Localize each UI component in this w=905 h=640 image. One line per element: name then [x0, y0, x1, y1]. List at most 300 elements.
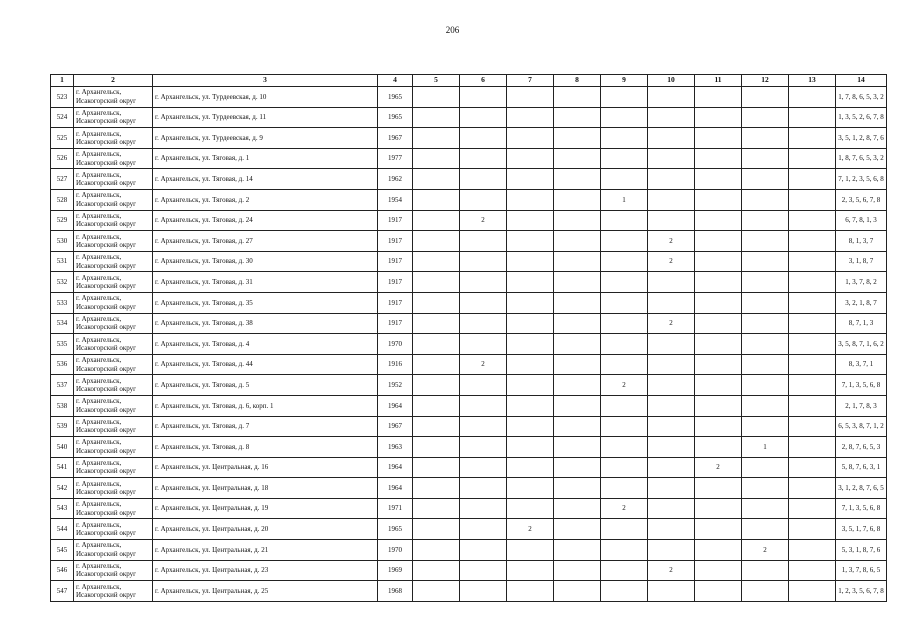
city-line: г. Архангельск, [76, 129, 122, 138]
district-line: Исакогорский округ [76, 199, 137, 208]
row-number-cell: 542 [51, 478, 74, 499]
row-number-cell: 545 [51, 540, 74, 561]
column-10-cell [648, 354, 695, 375]
column-8-cell [554, 334, 601, 355]
table-row [51, 498, 887, 519]
column-7-cell [507, 107, 554, 128]
column-8-cell [554, 354, 601, 375]
district-line: Исакогорский округ [76, 570, 137, 579]
column-9-cell: 2 [601, 498, 648, 519]
column-9-cell [601, 292, 648, 313]
column-8-cell [554, 313, 601, 334]
address-cell: г. Архангельск, ул. Центральная, д. 21 [153, 540, 378, 561]
codes-cell: 6, 5, 3, 8, 7, 1, 2 [836, 416, 887, 437]
column-8-cell [554, 540, 601, 561]
column-7-cell [507, 457, 554, 478]
row-number-cell: 538 [51, 395, 74, 416]
column-13-cell [789, 354, 836, 375]
column-6-cell [460, 107, 507, 128]
column-5-cell [413, 478, 460, 499]
column-5-cell [413, 87, 460, 108]
column-6-cell [460, 272, 507, 293]
codes-cell: 1, 7, 8, 6, 5, 3, 2 [836, 87, 887, 108]
city-line: г. Архангельск, [76, 211, 122, 220]
year-cell: 1970 [378, 540, 413, 561]
column-5-cell [413, 210, 460, 231]
city-line: г. Архангельск, [76, 417, 122, 426]
column-10-cell [648, 498, 695, 519]
column-6-cell [460, 128, 507, 149]
column-8-cell [554, 169, 601, 190]
column-13-cell [789, 437, 836, 458]
district-line: Исакогорский округ [76, 96, 137, 105]
column-header: 6 [460, 75, 507, 87]
column-13-cell [789, 292, 836, 313]
municipality-cell [74, 272, 153, 293]
column-6-cell [460, 416, 507, 437]
column-8-cell [554, 231, 601, 252]
column-7-cell [507, 375, 554, 396]
column-9-cell [601, 540, 648, 561]
column-10-cell [648, 540, 695, 561]
column-5-cell [413, 354, 460, 375]
column-9-cell [601, 210, 648, 231]
district-line: Исакогорский округ [76, 529, 137, 538]
column-header: 12 [742, 75, 789, 87]
column-8-cell [554, 416, 601, 437]
column-9-cell [601, 519, 648, 540]
codes-cell: 5, 3, 1, 8, 7, 6 [836, 540, 887, 561]
row-number-cell: 541 [51, 457, 74, 478]
column-7-cell [507, 169, 554, 190]
municipality-cell [74, 416, 153, 437]
municipality-cell [74, 189, 153, 210]
year-cell: 1917 [378, 272, 413, 293]
column-8-cell [554, 457, 601, 478]
column-12-cell [742, 107, 789, 128]
column-5-cell [413, 313, 460, 334]
column-6-cell [460, 519, 507, 540]
column-8-cell [554, 292, 601, 313]
column-6-cell [460, 148, 507, 169]
column-7-cell [507, 251, 554, 272]
column-8-cell [554, 189, 601, 210]
column-5-cell [413, 498, 460, 519]
district-line: Исакогорский округ [76, 405, 137, 414]
city-line: г. Архангельск, [76, 253, 122, 262]
year-cell: 1917 [378, 251, 413, 272]
column-6-cell [460, 313, 507, 334]
column-9-cell [601, 560, 648, 581]
column-header: 5 [413, 75, 460, 87]
address-cell: г. Архангельск, ул. Тяговая, д. 38 [153, 313, 378, 334]
district-line: Исакогорский округ [76, 467, 137, 476]
column-12-cell [742, 210, 789, 231]
municipality-cell [74, 354, 153, 375]
district-line: Исакогорский округ [76, 220, 137, 229]
column-13-cell [789, 107, 836, 128]
city-line: г. Архангельск, [76, 500, 122, 509]
column-9-cell [601, 251, 648, 272]
address-cell: г. Архангельск, ул. Центральная, д. 25 [153, 581, 378, 602]
column-12-cell [742, 251, 789, 272]
column-5-cell [413, 251, 460, 272]
district-line: Исакогорский округ [76, 179, 137, 188]
column-10-cell [648, 272, 695, 293]
column-6-cell [460, 540, 507, 561]
column-11-cell [695, 251, 742, 272]
address-cell: г. Архангельск, ул. Турдеевская, д. 10 [153, 87, 378, 108]
column-6-cell [460, 87, 507, 108]
column-9-cell [601, 457, 648, 478]
column-7-cell [507, 437, 554, 458]
column-6-cell [460, 251, 507, 272]
codes-cell: 3, 5, 8, 7, 1, 6, 2 [836, 334, 887, 355]
row-number-cell: 529 [51, 210, 74, 231]
address-cell: г. Архангельск, ул. Центральная, д. 23 [153, 560, 378, 581]
column-5-cell [413, 189, 460, 210]
column-6-cell [460, 375, 507, 396]
column-8-cell [554, 107, 601, 128]
year-cell: 1917 [378, 210, 413, 231]
column-12-cell [742, 272, 789, 293]
column-header: 8 [554, 75, 601, 87]
column-9-cell [601, 416, 648, 437]
year-cell: 1971 [378, 498, 413, 519]
column-9-cell: 1 [601, 189, 648, 210]
column-10-cell [648, 87, 695, 108]
column-6-cell [460, 437, 507, 458]
table-row [51, 189, 887, 210]
column-11-cell [695, 354, 742, 375]
column-8-cell [554, 210, 601, 231]
city-line: г. Архангельск, [76, 88, 122, 97]
column-7-cell [507, 87, 554, 108]
municipality-cell [74, 148, 153, 169]
row-number-cell: 527 [51, 169, 74, 190]
row-number-cell: 539 [51, 416, 74, 437]
city-line: г. Архангельск, [76, 191, 122, 200]
column-8-cell [554, 251, 601, 272]
year-cell: 1954 [378, 189, 413, 210]
column-8-cell [554, 519, 601, 540]
row-number-cell: 528 [51, 189, 74, 210]
address-cell: г. Архангельск, ул. Тяговая, д. 35 [153, 292, 378, 313]
column-11-cell [695, 189, 742, 210]
column-13-cell [789, 210, 836, 231]
year-cell: 1964 [378, 457, 413, 478]
municipality-cell [74, 375, 153, 396]
column-9-cell [601, 581, 648, 602]
codes-cell: 8, 1, 3, 7 [836, 231, 887, 252]
column-12-cell [742, 457, 789, 478]
column-5-cell [413, 457, 460, 478]
column-12-cell [742, 375, 789, 396]
codes-cell: 7, 1, 3, 5, 6, 8 [836, 375, 887, 396]
city-line: г. Архангельск, [76, 582, 122, 591]
address-cell: г. Архангельск, ул. Тяговая, д. 27 [153, 231, 378, 252]
year-cell: 1962 [378, 169, 413, 190]
row-number-cell: 536 [51, 354, 74, 375]
table-row [51, 560, 887, 581]
city-line: г. Архангельск, [76, 562, 122, 571]
column-10-cell: 2 [648, 313, 695, 334]
codes-cell: 3, 1, 2, 8, 7, 6, 5 [836, 478, 887, 499]
year-cell: 1964 [378, 478, 413, 499]
address-cell: г. Архангельск, ул. Тяговая, д. 30 [153, 251, 378, 272]
column-10-cell [648, 581, 695, 602]
municipality-cell [74, 395, 153, 416]
municipality-cell [74, 128, 153, 149]
column-12-cell [742, 560, 789, 581]
codes-cell: 6, 7, 8, 1, 3 [836, 210, 887, 231]
column-11-cell [695, 416, 742, 437]
column-12-cell [742, 128, 789, 149]
row-number-cell: 544 [51, 519, 74, 540]
column-7-cell [507, 313, 554, 334]
column-5-cell [413, 416, 460, 437]
city-line: г. Архангельск, [76, 273, 122, 282]
column-11-cell [695, 395, 742, 416]
city-line: г. Архангельск, [76, 479, 122, 488]
column-header: 7 [507, 75, 554, 87]
column-10-cell [648, 519, 695, 540]
column-7-cell [507, 128, 554, 149]
address-cell: г. Архангельск, ул. Тяговая, д. 2 [153, 189, 378, 210]
table-row [51, 251, 887, 272]
column-10-cell [648, 375, 695, 396]
column-10-cell [648, 416, 695, 437]
codes-cell: 8, 3, 7, 1 [836, 354, 887, 375]
address-cell: г. Архангельск, ул. Тяговая, д. 4 [153, 334, 378, 355]
city-line: г. Архангельск, [76, 335, 122, 344]
column-12-cell [742, 395, 789, 416]
column-10-cell [648, 457, 695, 478]
column-8-cell [554, 498, 601, 519]
city-line: г. Архангельск, [76, 541, 122, 550]
table-row [51, 457, 887, 478]
address-cell: г. Архангельск, ул. Центральная, д. 16 [153, 457, 378, 478]
district-line: Исакогорский округ [76, 508, 137, 517]
column-7-cell [507, 498, 554, 519]
codes-cell: 3, 1, 8, 7 [836, 251, 887, 272]
column-13-cell [789, 560, 836, 581]
codes-cell: 8, 7, 1, 3 [836, 313, 887, 334]
column-10-cell [648, 478, 695, 499]
column-12-cell [742, 189, 789, 210]
column-11-cell [695, 375, 742, 396]
column-11-cell [695, 313, 742, 334]
column-12-cell [742, 498, 789, 519]
codes-cell: 1, 3, 7, 8, 6, 5 [836, 560, 887, 581]
district-line: Исакогорский округ [76, 488, 137, 497]
codes-cell: 3, 5, 1, 7, 6, 8 [836, 519, 887, 540]
municipality-cell [74, 498, 153, 519]
column-5-cell [413, 519, 460, 540]
codes-cell: 2, 8, 7, 6, 5, 3 [836, 437, 887, 458]
column-11-cell [695, 498, 742, 519]
table-row [51, 313, 887, 334]
column-9-cell [601, 313, 648, 334]
table-row [51, 437, 887, 458]
column-9-cell [601, 354, 648, 375]
column-5-cell [413, 540, 460, 561]
column-11-cell [695, 581, 742, 602]
table-header-row [51, 75, 887, 87]
column-10-cell: 2 [648, 560, 695, 581]
row-number-cell: 537 [51, 375, 74, 396]
column-5-cell [413, 148, 460, 169]
column-13-cell [789, 519, 836, 540]
column-6-cell [460, 560, 507, 581]
municipality-cell [74, 560, 153, 581]
year-cell: 1977 [378, 148, 413, 169]
column-8-cell [554, 581, 601, 602]
column-13-cell [789, 375, 836, 396]
district-line: Исакогорский округ [76, 282, 137, 291]
year-cell: 1968 [378, 581, 413, 602]
district-line: Исакогорский округ [76, 158, 137, 167]
column-9-cell [601, 87, 648, 108]
column-header: 10 [648, 75, 695, 87]
column-11-cell [695, 210, 742, 231]
column-13-cell [789, 334, 836, 355]
column-7-cell [507, 354, 554, 375]
column-7-cell [507, 189, 554, 210]
column-11-cell [695, 231, 742, 252]
column-10-cell [648, 128, 695, 149]
address-cell: г. Архангельск, ул. Тяговая, д. 1 [153, 148, 378, 169]
column-12-cell [742, 581, 789, 602]
column-11-cell [695, 169, 742, 190]
address-cell: г. Архангельск, ул. Турдеевская, д. 9 [153, 128, 378, 149]
column-11-cell [695, 128, 742, 149]
column-7-cell [507, 581, 554, 602]
municipality-cell [74, 457, 153, 478]
year-cell: 1917 [378, 292, 413, 313]
city-line: г. Архангельск, [76, 520, 122, 529]
column-10-cell [648, 169, 695, 190]
row-number-cell: 534 [51, 313, 74, 334]
column-10-cell: 2 [648, 251, 695, 272]
year-cell: 1917 [378, 313, 413, 334]
column-5-cell [413, 375, 460, 396]
column-11-cell [695, 148, 742, 169]
column-9-cell [601, 437, 648, 458]
municipality-cell [74, 478, 153, 499]
city-line: г. Архангельск, [76, 170, 122, 179]
codes-cell: 1, 8, 7, 6, 5, 3, 2 [836, 148, 887, 169]
column-5-cell [413, 334, 460, 355]
column-header: 11 [695, 75, 742, 87]
column-6-cell: 2 [460, 210, 507, 231]
column-header: 14 [836, 75, 887, 87]
table-row [51, 231, 887, 252]
row-number-cell: 524 [51, 107, 74, 128]
column-header: 2 [74, 75, 153, 87]
row-number-cell: 532 [51, 272, 74, 293]
column-8-cell [554, 395, 601, 416]
district-line: Исакогорский округ [76, 591, 137, 600]
column-6-cell [460, 478, 507, 499]
table-body [51, 87, 887, 602]
municipality-cell [74, 437, 153, 458]
year-cell: 1964 [378, 395, 413, 416]
table-row [51, 128, 887, 149]
address-cell: г. Архангельск, ул. Турдеевская, д. 11 [153, 107, 378, 128]
column-13-cell [789, 128, 836, 149]
column-12-cell [742, 478, 789, 499]
district-line: Исакогорский округ [76, 446, 137, 455]
column-header: 3 [153, 75, 378, 87]
district-line: Исакогорский округ [76, 240, 137, 249]
codes-cell: 2, 1, 7, 8, 3 [836, 395, 887, 416]
column-5-cell [413, 107, 460, 128]
codes-cell: 5, 8, 7, 6, 3, 1 [836, 457, 887, 478]
column-12-cell [742, 519, 789, 540]
municipality-cell [74, 581, 153, 602]
column-9-cell [601, 478, 648, 499]
address-cell: г. Архангельск, ул. Тяговая, д. 5 [153, 375, 378, 396]
column-9-cell [601, 128, 648, 149]
column-5-cell [413, 292, 460, 313]
year-cell: 1916 [378, 354, 413, 375]
codes-cell: 2, 3, 5, 6, 7, 8 [836, 189, 887, 210]
column-13-cell [789, 189, 836, 210]
row-number-cell: 533 [51, 292, 74, 313]
column-8-cell [554, 148, 601, 169]
city-line: г. Архангельск, [76, 356, 122, 365]
column-9-cell [601, 107, 648, 128]
district-line: Исакогорский округ [76, 385, 137, 394]
year-cell: 1917 [378, 231, 413, 252]
table-row [51, 87, 887, 108]
table-row [51, 540, 887, 561]
city-line: г. Архангельск, [76, 108, 122, 117]
row-number-cell: 526 [51, 148, 74, 169]
table-row [51, 395, 887, 416]
column-header: 4 [378, 75, 413, 87]
column-8-cell [554, 128, 601, 149]
table-row [51, 148, 887, 169]
column-13-cell [789, 478, 836, 499]
column-7-cell: 2 [507, 519, 554, 540]
column-5-cell [413, 169, 460, 190]
column-12-cell [742, 313, 789, 334]
column-header: 9 [601, 75, 648, 87]
column-11-cell [695, 540, 742, 561]
column-13-cell [789, 416, 836, 437]
column-10-cell [648, 334, 695, 355]
column-5-cell [413, 128, 460, 149]
column-9-cell [601, 272, 648, 293]
column-7-cell [507, 292, 554, 313]
district-line: Исакогорский округ [76, 364, 137, 373]
column-header: 1 [51, 75, 74, 87]
column-13-cell [789, 540, 836, 561]
year-cell: 1963 [378, 437, 413, 458]
table-row [51, 210, 887, 231]
column-9-cell [601, 231, 648, 252]
district-line: Исакогорский округ [76, 343, 137, 352]
column-8-cell [554, 478, 601, 499]
city-line: г. Архангельск, [76, 397, 122, 406]
address-cell: г. Архангельск, ул. Тяговая, д. 14 [153, 169, 378, 190]
column-10-cell [648, 395, 695, 416]
column-13-cell [789, 581, 836, 602]
row-number-cell: 531 [51, 251, 74, 272]
column-7-cell [507, 148, 554, 169]
